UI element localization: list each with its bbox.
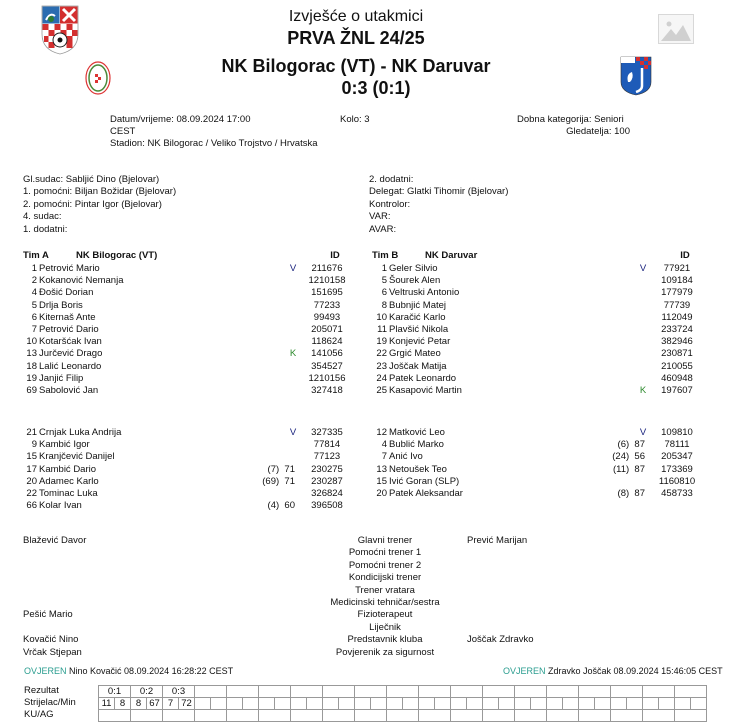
player-id: 327418	[311, 385, 343, 396]
player-row	[15, 263, 360, 275]
round: Kolo: 3	[340, 114, 370, 125]
scorer-minute-cell	[403, 698, 419, 710]
substitution-info: (6) 87	[617, 439, 645, 451]
stadium: Stadion: NK Bilogorac / Veliko Trojstvo / Hrvatska	[110, 138, 318, 149]
cards-cell	[547, 710, 579, 722]
scorer-minute-cell: 72	[179, 698, 195, 710]
player-number: 18	[26, 360, 37, 372]
date-time: Datum/vrijeme: 08.09.2024 17:00	[110, 114, 251, 125]
player-name: Petrović Dario	[39, 324, 99, 335]
player-id: 460948	[661, 372, 693, 384]
player-number: 17	[26, 463, 37, 475]
staff-role: Pomoćni trener 2	[348, 559, 422, 571]
result-cell	[451, 686, 483, 698]
player-name: Patek Aleksandar	[389, 488, 463, 499]
player-id: 173369	[661, 463, 693, 475]
scorer-number-cell	[419, 698, 435, 710]
cards-cell	[387, 710, 419, 722]
player-number: 9	[31, 439, 37, 451]
player-name: Netoušek Teo	[389, 463, 447, 475]
player-id: 205347	[661, 451, 693, 463]
captain-mark: K	[639, 385, 647, 396]
player-row	[365, 476, 710, 488]
player-id: 109810	[661, 427, 693, 438]
scorer-number-cell	[259, 698, 275, 710]
staff-role: Kondicijski trener	[348, 572, 422, 584]
result-cell	[195, 686, 227, 698]
result-cell	[675, 686, 707, 698]
home-verification	[24, 666, 233, 676]
controller: Kontrolor:	[369, 198, 411, 210]
away-verification	[503, 666, 723, 676]
player-name: Tominac Luka	[39, 488, 98, 499]
player-number: 5	[381, 275, 387, 287]
scorer-number-cell: 8	[131, 698, 147, 710]
player-row	[365, 263, 710, 275]
scorer-number-cell	[227, 698, 243, 710]
player-row	[365, 300, 710, 312]
home-staff-name: Vrčak Stjepan	[23, 646, 82, 658]
cards-cell	[323, 710, 355, 722]
team-b-label: Tim B	[372, 250, 399, 261]
player-id: 77921	[663, 263, 691, 274]
player-number: 2	[31, 275, 37, 287]
cards-cell	[675, 710, 707, 722]
away-verification-text: Zdravko Joščak 08.09.2024 15:46:05 CEST	[548, 666, 723, 676]
scorer-minute-cell	[627, 698, 643, 710]
player-number: 8	[381, 299, 387, 311]
player-name: Kambić Dario	[39, 463, 97, 475]
player-id: 1160810	[658, 475, 696, 487]
staff-role: Liječnik	[369, 621, 401, 633]
player-name: Anić Ivo	[389, 451, 423, 463]
player-row	[15, 464, 360, 476]
player-id: 99493	[313, 311, 341, 323]
player-number: 24	[376, 372, 387, 384]
player-row	[15, 312, 360, 324]
player-number: 19	[26, 372, 37, 384]
delegate: Delegat: Glatki Tihomir (Bjelovar)	[369, 186, 509, 198]
scorer-minute-cell	[339, 698, 355, 710]
grid-label-result: Rezultat	[24, 685, 59, 696]
player-name: Kokanović Nemanja	[39, 275, 124, 287]
cards-cell	[419, 710, 451, 722]
scorer-minute-cell	[435, 698, 451, 710]
player-number: 7	[31, 324, 37, 335]
player-number: 22	[26, 488, 37, 499]
player-number: 7	[381, 451, 387, 463]
home-staff-name: Pešić Mario	[23, 609, 73, 621]
player-row	[365, 439, 710, 451]
result-cell: 0:2	[131, 686, 163, 698]
grid-label-cards: KU/AG	[24, 709, 54, 720]
scorer-number-cell	[387, 698, 403, 710]
player-number: 20	[26, 475, 37, 487]
player-id: 205071	[311, 324, 343, 335]
team-b-name: NK Daruvar	[425, 250, 478, 261]
player-name: Sabolović Jan	[39, 385, 99, 396]
player-number: 4	[31, 287, 37, 299]
player-row	[365, 324, 710, 336]
scorer-number-cell: 11	[99, 698, 115, 710]
player-name: Kambić Igor	[39, 439, 90, 451]
scorer-minute-cell	[499, 698, 515, 710]
cards-cell	[227, 710, 259, 722]
captain-mark: K	[289, 348, 297, 360]
player-name: Matković Leo	[389, 427, 445, 438]
player-row	[365, 488, 710, 500]
scorer-minute-cell	[531, 698, 547, 710]
scorer-number-cell	[195, 698, 211, 710]
player-name: Janjić Filip	[39, 372, 84, 384]
player-name: Kolar Ivan	[39, 500, 82, 512]
cards-cell	[195, 710, 227, 722]
player-row	[15, 439, 360, 451]
result-cell	[515, 686, 547, 698]
team-a-name: NK Bilogorac (VT)	[76, 250, 158, 261]
result-cell	[611, 686, 643, 698]
cards-cell	[643, 710, 675, 722]
team-b-id-header: ID	[680, 250, 690, 261]
player-row	[365, 427, 710, 439]
player-row	[365, 451, 710, 463]
player-name: Đošić Dorian	[39, 287, 94, 299]
cards-cell	[451, 710, 483, 722]
player-number: 5	[31, 299, 37, 311]
player-row	[15, 348, 360, 360]
grid-label-scorer: Strijelac/Min	[24, 697, 76, 708]
player-number: 20	[376, 488, 387, 499]
player-name: Jurčević Drago	[39, 348, 103, 360]
away-staff-name: Prević Marijan	[467, 535, 528, 546]
player-name: Crnjak Luka Andrija	[39, 427, 122, 438]
player-name: Kasapović Martin	[389, 385, 462, 396]
result-cell	[579, 686, 611, 698]
player-row	[365, 312, 710, 324]
player-row	[365, 464, 710, 476]
cards-cell	[131, 710, 163, 722]
additional-referee-1: 1. dodatni:	[23, 223, 68, 235]
staff-role: Medicinski tehničar/sestra	[330, 597, 440, 608]
player-name: Kiternaš Ante	[39, 311, 96, 323]
player-id: 1210158	[308, 275, 346, 287]
referee: Gl.sudac: Sabljić Dino (Bjelovar)	[23, 174, 160, 185]
result-cell	[323, 686, 355, 698]
player-name: Drlja Boris	[39, 299, 83, 311]
player-number: 69	[26, 385, 37, 396]
player-row	[15, 373, 360, 385]
player-id: 230275	[311, 463, 343, 475]
avar: AVAR:	[369, 223, 397, 235]
player-number: 13	[376, 463, 387, 475]
assistant-referee-1: 1. pomoćni: Biljan Božidar (Bjelovar)	[23, 186, 177, 198]
staff-role: Pomoćni trener 1	[348, 547, 422, 559]
scorer-number-cell	[611, 698, 627, 710]
player-id: 326824	[311, 488, 343, 499]
goalkeeper-mark: V	[639, 263, 647, 274]
var: VAR:	[369, 211, 391, 223]
team-a-label: Tim A	[23, 250, 49, 261]
player-name: Karačić Karlo	[389, 311, 446, 323]
scorer-minute-cell	[371, 698, 387, 710]
officials-right	[369, 174, 508, 236]
verified-label: OVJEREN	[24, 666, 67, 676]
cards-cell	[483, 710, 515, 722]
scorer-minute-cell	[563, 698, 579, 710]
player-id: 77233	[313, 299, 341, 311]
cards-cell	[355, 710, 387, 722]
result-cell: 0:3	[163, 686, 195, 698]
home-staff-name: Kovačić Nino	[23, 634, 79, 646]
player-id: 77739	[663, 299, 691, 311]
player-id: 327335	[311, 427, 343, 438]
player-number: 12	[376, 427, 387, 438]
match-score: 0:3 (0:1)	[341, 78, 411, 98]
scorer-number-cell	[323, 698, 339, 710]
player-id: 396508	[311, 500, 343, 512]
player-name: Petrović Mario	[39, 263, 100, 274]
player-number: 21	[26, 427, 37, 438]
scorer-minute-cell	[307, 698, 323, 710]
scorer-minute-cell: 8	[115, 698, 131, 710]
player-id: 78111	[664, 439, 690, 451]
player-row	[365, 373, 710, 385]
scorer-number-cell	[547, 698, 563, 710]
player-id: 210055	[661, 360, 693, 372]
player-name: Bubnjić Matej	[389, 299, 447, 311]
player-id: 177979	[661, 287, 693, 299]
player-id: 211676	[311, 263, 343, 274]
match-title: NK Bilogorac (VT) - NK Daruvar	[221, 56, 491, 76]
player-row	[15, 287, 360, 299]
player-row	[15, 500, 360, 512]
player-id: 77814	[313, 439, 341, 451]
player-row	[15, 361, 360, 373]
scorer-minute-cell	[275, 698, 291, 710]
cards-cell	[515, 710, 547, 722]
scorer-number-cell: 7	[163, 698, 179, 710]
substitution-info: (4) 60	[267, 500, 295, 512]
staff-role: Fizioterapeut	[357, 609, 413, 621]
assistant-referee-2: 2. pomoćni: Pintar Igor (Bjelovar)	[23, 198, 162, 210]
player-id: 197607	[661, 385, 693, 396]
scorer-number-cell	[355, 698, 371, 710]
player-name: Šourek Alen	[389, 275, 441, 287]
team-a-id-header: ID	[330, 250, 340, 261]
player-number: 1	[381, 263, 387, 274]
player-row	[15, 336, 360, 348]
result-cell	[483, 686, 515, 698]
player-number: 11	[377, 324, 387, 335]
home-staff-name: Blažević Davor	[23, 535, 87, 546]
result-cell	[355, 686, 387, 698]
goalkeeper-mark: V	[289, 263, 297, 274]
player-row	[365, 348, 710, 360]
player-name: Grgić Mateo	[389, 348, 441, 360]
report-title: Izvješće o utakmici	[288, 8, 424, 25]
player-row	[365, 275, 710, 287]
player-number: 1	[31, 263, 37, 274]
age-category: Dobna kategorija: Seniori	[517, 114, 624, 125]
player-name: Konjević Petar	[389, 336, 451, 348]
timezone: CEST	[110, 126, 136, 137]
player-name: Plavšić Nikola	[389, 324, 449, 335]
fourth-official: 4. sudac:	[23, 211, 62, 223]
cards-cell	[291, 710, 323, 722]
player-number: 19	[376, 336, 387, 348]
player-row	[365, 361, 710, 373]
player-row	[15, 476, 360, 488]
additional-referee-2: 2. dodatni:	[369, 174, 414, 185]
scorer-number-cell	[675, 698, 691, 710]
away-staff-name: Joščak Zdravko	[467, 634, 534, 646]
player-row	[15, 275, 360, 287]
result-cell	[291, 686, 323, 698]
player-name: Ivić Goran (SLP)	[389, 475, 460, 487]
staff-role: Povjerenik za sigurnost	[335, 646, 435, 658]
player-id: 354527	[311, 360, 343, 372]
player-number: 15	[376, 475, 387, 487]
scorer-minute-cell	[467, 698, 483, 710]
result-cell	[419, 686, 451, 698]
substitution-info: (69) 71	[262, 475, 295, 487]
player-row	[15, 451, 360, 463]
player-id: 141056	[311, 348, 343, 360]
scorer-minute-cell	[691, 698, 707, 710]
scorer-number-cell	[643, 698, 659, 710]
player-id: 233724	[661, 324, 693, 335]
substitution-info: (7) 71	[267, 463, 295, 475]
staff-role: Glavni trener	[357, 535, 413, 546]
player-row	[15, 324, 360, 336]
player-number: 13	[26, 348, 37, 360]
scorer-number-cell	[451, 698, 467, 710]
player-number: 25	[376, 385, 387, 396]
player-id: 151695	[311, 287, 343, 299]
player-id: 112049	[661, 311, 693, 323]
player-name: Geler Silvio	[389, 263, 438, 274]
staff-role: Predstavnik kluba	[347, 634, 423, 646]
player-number: 23	[376, 360, 387, 372]
cards-cell	[579, 710, 611, 722]
substitution-info: (11) 87	[612, 463, 645, 475]
player-id: 230287	[311, 475, 343, 487]
cards-cell	[99, 710, 131, 722]
cards-cell	[259, 710, 291, 722]
player-name: Lalić Leonardo	[39, 360, 102, 372]
home-verification-text: Nino Kovačić 08.09.2024 16:28:22 CEST	[69, 666, 234, 676]
scorer-minute-cell	[243, 698, 259, 710]
scorer-number-cell	[483, 698, 499, 710]
player-name: Kranjčević Danijel	[39, 451, 115, 463]
player-number: 6	[31, 311, 37, 323]
scorer-number-cell	[579, 698, 595, 710]
competition-title: PRVA ŽNL 24/25	[287, 28, 425, 48]
player-row	[15, 385, 360, 397]
player-id: 118624	[311, 336, 343, 348]
cards-cell	[163, 710, 195, 722]
goalkeeper-mark: V	[289, 427, 297, 438]
goalkeeper-mark: V	[639, 427, 647, 438]
result-cell	[259, 686, 291, 698]
scorer-minute-cell	[659, 698, 675, 710]
substitution-info: (24) 56	[612, 451, 645, 463]
verified-label: OVJEREN	[503, 666, 546, 676]
player-number: 10	[26, 336, 37, 348]
player-number: 15	[26, 451, 37, 463]
player-number: 22	[376, 348, 387, 360]
result-cell	[643, 686, 675, 698]
player-name: Joščak Matija	[389, 360, 447, 372]
player-number: 10	[376, 311, 387, 323]
result-cell	[547, 686, 579, 698]
score-grid	[98, 685, 707, 722]
player-id: 230871	[661, 348, 693, 360]
scorer-minute-cell	[595, 698, 611, 710]
player-id: 458733	[661, 488, 693, 499]
player-number: 66	[26, 500, 37, 512]
player-id: 109184	[661, 275, 693, 287]
player-id: 77123	[313, 451, 341, 463]
scorer-number-cell	[291, 698, 307, 710]
player-name: Bublić Marko	[389, 439, 444, 451]
player-row	[15, 427, 360, 439]
scorer-minute-cell	[211, 698, 227, 710]
player-id: 382946	[661, 336, 693, 348]
player-name: Kotaršćak Ivan	[39, 336, 102, 348]
player-id: 1210156	[308, 372, 346, 384]
result-cell	[387, 686, 419, 698]
player-name: Patek Leonardo	[389, 372, 457, 384]
player-name: Adamec Karlo	[39, 475, 99, 487]
player-number: 6	[381, 287, 387, 299]
player-name: Veltruski Antonio	[389, 287, 460, 299]
substitution-info: (8) 87	[617, 488, 645, 499]
staff-role: Trener vratara	[355, 584, 415, 596]
scorer-minute-cell: 67	[147, 698, 163, 710]
player-number: 4	[381, 439, 387, 451]
scorer-number-cell	[515, 698, 531, 710]
spectators: Gledatelja: 100	[566, 126, 630, 137]
result-cell: 0:1	[99, 686, 131, 698]
player-row	[365, 385, 710, 397]
player-row	[15, 488, 360, 500]
result-cell	[227, 686, 259, 698]
cards-cell	[611, 710, 643, 722]
player-row	[15, 300, 360, 312]
player-row	[365, 336, 710, 348]
officials-left	[23, 174, 176, 236]
player-row	[365, 287, 710, 299]
